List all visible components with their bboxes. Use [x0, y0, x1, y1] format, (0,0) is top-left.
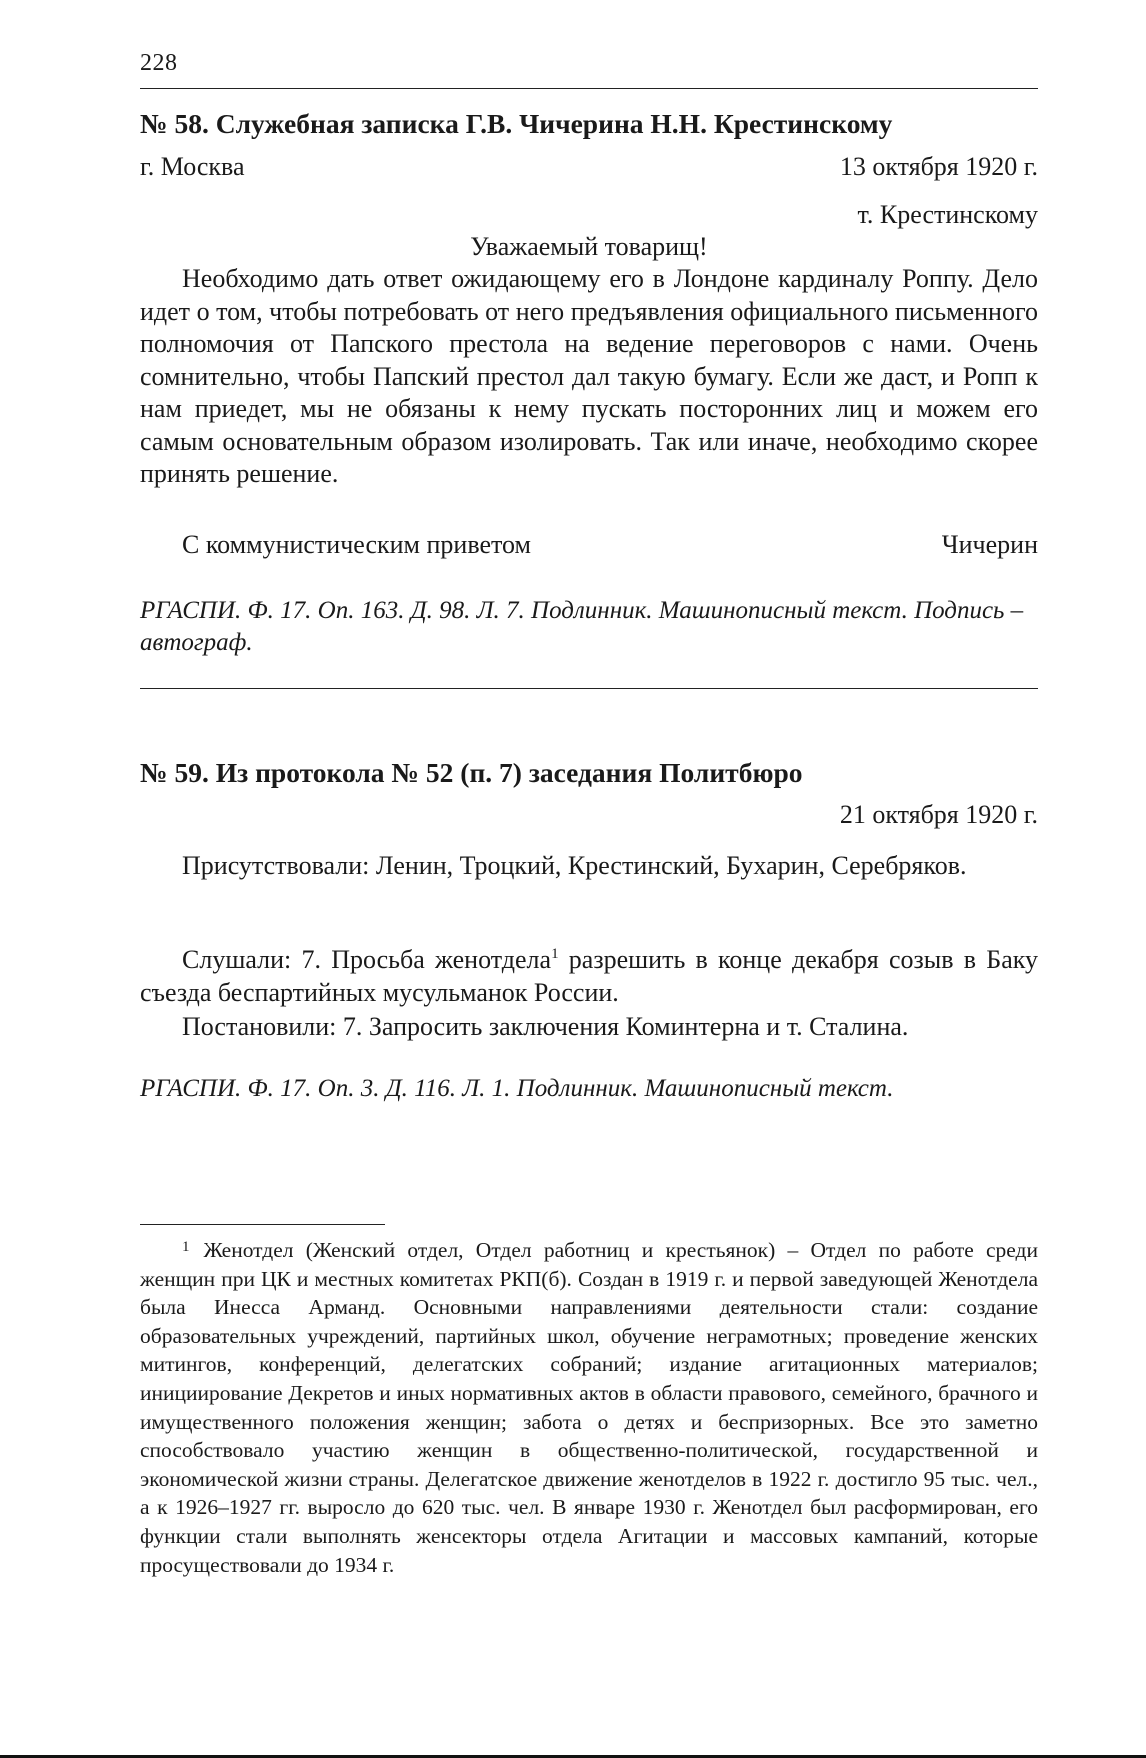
doc58-addressee: т. Крестинскому — [857, 200, 1038, 229]
doc59-source: РГАСПИ. Ф. 17. Оп. 3. Д. 116. Л. 1. Подлинник. Машинописный текст. — [140, 1075, 894, 1102]
doc59-heard-suffix: разрешить в конце декабря созыв в Баку съезда беспартийных мусульманок России. — [140, 945, 1038, 1007]
doc59-title: № 59. Из протокола № 52 (п. 7) заседания Политбюро — [140, 757, 803, 788]
doc59-heard-prefix: Слушали: 7. Просьба женотдела — [182, 945, 552, 974]
doc59-present: Присутствовали: Ленин, Троцкий, Крестинский, Бухарин, Серебряков. — [182, 851, 967, 880]
doc58-place: г. Москва — [140, 152, 245, 181]
document-page — [140, 0, 1038, 1758]
footnote-text: Женотдел (Женский отдел, Отдел работниц и крестьянок) – Отдел по работе среди женщин при ЦК и местных комитетах РКП(б). Создан в 1919 г. и первой заведующей Женотдела была Инесса Арманд. Основными направлениями деятельности стали: создание образовательных учреждений, партийных школ, обучение неграмотных; проведение женских митингов, конференций, делегатских собраний; издание агитационных материалов; инициирование Декретов и иных нормативных актов в области правового, семейного, брачного и имущественного положения женщин; забота о детях и беспризорных. Все это заметно способствовало участию женщин в общественно-политической, государственной и экономической жизни страны. Делегатское движение женотделов в 1922 г. достигло 95 тыс. чел., а к 1926–1927 гг. выросло до 620 тыс. чел. В январе 1930 г. Женотдел был расформирован, его функции стали выполнять женсекторы отдела Агитации и массовых кампаний, которые просуществовали до 1934 г. — [140, 1238, 1038, 1577]
footnote-rule — [140, 1224, 385, 1225]
doc58-date: 13 октября 1920 г. — [839, 152, 1038, 181]
header-rule — [140, 88, 1038, 89]
doc58-place-date-row — [140, 152, 1038, 182]
page-number: 228 — [140, 50, 178, 76]
footnote-reference[interactable]: 1 — [551, 946, 559, 962]
doc58-salutation: Уважаемый товарищ! — [470, 232, 708, 261]
doc58-title: № 58. Служебная записка Г.В. Чичерина Н.Н. Крестинскому — [140, 108, 893, 139]
footnote — [140, 1236, 1038, 1579]
doc59-decided: Постановили: 7. Запросить заключения Коминтерна и т. Сталина. — [182, 1012, 909, 1041]
doc58-closing: С коммунистическим приветом — [182, 530, 531, 559]
doc58-body: Необходимо дать ответ ожидающему его в Лондоне кардиналу Роппу. Дело идет о том, чтобы потребовать от него предъявления официального письменного полномочия от Папского престола на ведение переговоров с нами. Очень сомнительно, чтобы Папский престол дал такую бумагу. Если же даст, и Ропп к нам приедет, мы не обязаны к нему пускать посторонних лиц и можем его самым основательным образом изолировать. Так или иначе, необходимо скорее принять решение. — [140, 264, 1038, 488]
section-divider — [140, 688, 1038, 689]
doc59-date: 21 октября 1920 г. — [839, 800, 1038, 829]
doc58-signature: Чичерин — [941, 530, 1038, 559]
doc58-source: РГАСПИ. Ф. 17. Оп. 163. Д. 98. Л. 7. Подлинник. Машинописный текст. Подпись – автограф. — [140, 597, 1024, 656]
footnote-mark: 1 — [182, 1239, 190, 1255]
doc59-heard — [140, 944, 1038, 1009]
doc58-closing-row — [140, 530, 1038, 560]
